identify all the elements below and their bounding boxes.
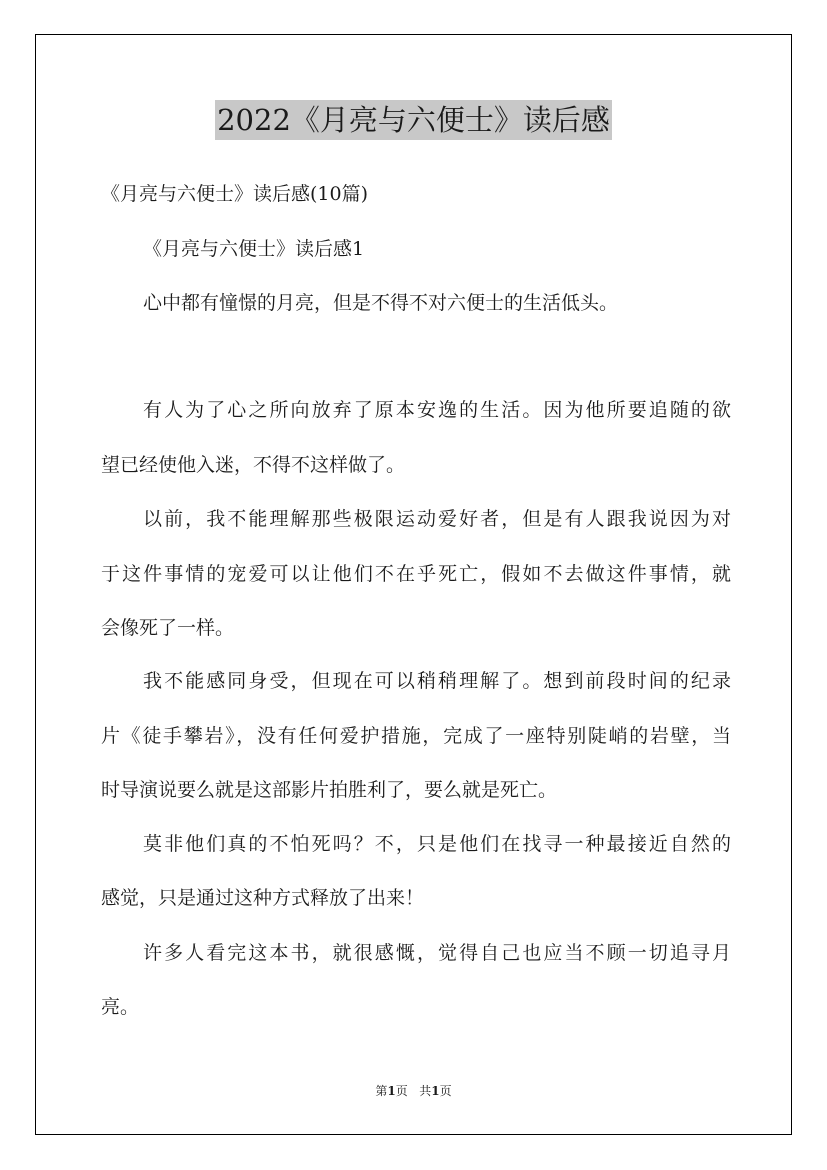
title-container: [0, 100, 827, 140]
page-suffix: 页: [395, 1084, 408, 1098]
paragraph-line: 望已经使他入迷，不得不这样做了。: [101, 454, 406, 476]
paragraph-line: 许多人看完这本书，就很感慨，觉得自己也应当不顾一切追寻月: [143, 942, 731, 964]
paragraph-line: 亮。: [101, 996, 140, 1018]
total-prefix: 共: [419, 1084, 432, 1098]
paragraph-line: 我不能感同身受，但现在可以稍稍理解了。想到前段时间的纪录: [143, 670, 731, 692]
paragraph-line: 时导演说要么就是这部影片拍胜利了，要么就是死亡。: [101, 779, 558, 801]
paragraph-line: 感觉，只是通过这种方式释放了出来！: [101, 887, 425, 909]
paragraph-line: 有人为了心之所向放弃了原本安逸的生活。因为他所要追随的欲: [143, 399, 731, 421]
page-footer: [0, 1083, 827, 1099]
total-pages: 1: [431, 1084, 440, 1098]
paragraph-line: 莫非他们真的不怕死吗？不，只是他们在找寻一种最接近自然的: [143, 833, 731, 855]
section-heading: 《月亮与六便士》读后感1: [143, 238, 365, 260]
paragraph-line: 以前，我不能理解那些极限运动爱好者，但是有人跟我说因为对: [143, 508, 731, 530]
document-title: 2022《月亮与六便士》读后感: [215, 100, 612, 140]
paragraph-line: 心中都有憧憬的月亮，但是不得不对六便士的生活低头。: [143, 292, 619, 314]
paragraph-line: 于这件事情的宠爱可以让他们不在乎死亡，假如不去做这件事情，就: [101, 563, 731, 585]
page-number: 1: [387, 1084, 396, 1098]
total-suffix: 页: [439, 1084, 452, 1098]
paragraph-line: 片《徒手攀岩》，没有任何爱护措施，完成了一座特别陡峭的岩壁，当: [101, 725, 731, 747]
page-prefix: 第: [375, 1084, 388, 1098]
paragraph-line: 会像死了一样。: [101, 617, 235, 639]
document-subtitle: 《月亮与六便士》读后感(10篇): [101, 183, 369, 205]
